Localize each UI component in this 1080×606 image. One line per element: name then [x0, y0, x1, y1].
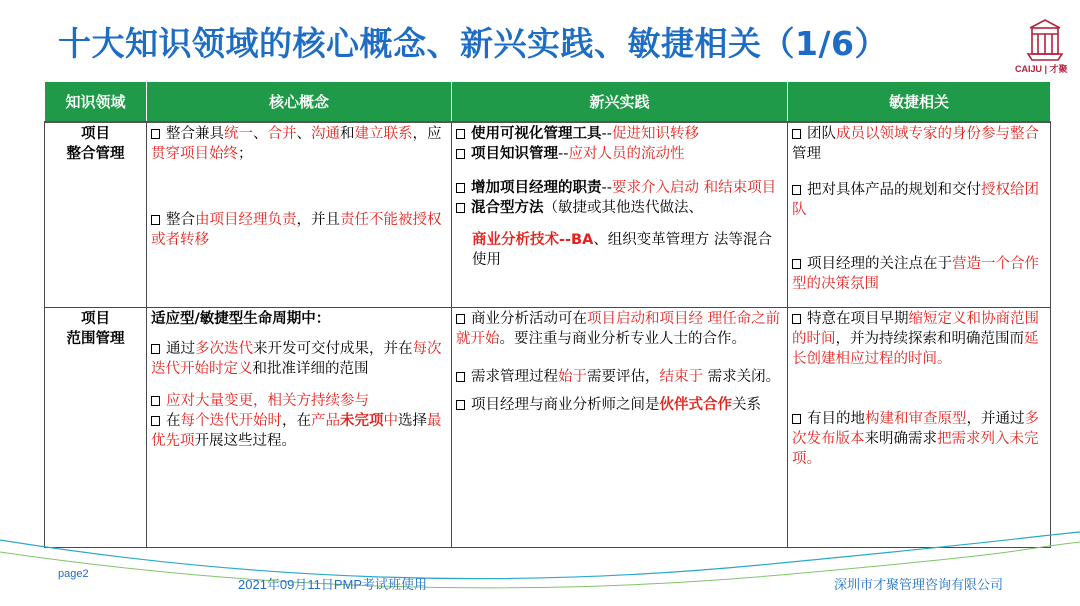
checkbox-bullet-icon	[456, 400, 465, 410]
decorative-curves	[0, 520, 1080, 606]
text-run: --	[601, 180, 612, 196]
page-number: page2	[58, 568, 89, 580]
text-run: 延长创建相应过程的时间。	[792, 330, 1039, 367]
text-run: 贯穿项目始终	[151, 146, 238, 162]
text-run: 开展这些过程。	[194, 432, 296, 449]
checkbox-bullet-icon	[151, 416, 160, 426]
text-run: 项目启动和项目经 理任命之前就开始	[456, 310, 781, 347]
bullet-item	[456, 198, 783, 218]
text-run: 关系	[732, 396, 761, 413]
bullet-item	[456, 309, 783, 349]
text-run: 应对人员的流动性	[568, 146, 685, 162]
table-row	[45, 307, 1051, 547]
bullet-item	[792, 409, 1046, 469]
text-run: 每次迭代开始时定义	[151, 340, 442, 377]
header-emerging: 新兴实践	[452, 82, 788, 123]
bullet-item	[456, 178, 783, 198]
text-run: 管理	[792, 146, 821, 162]
text-run: ，在	[282, 412, 311, 429]
checkbox-bullet-icon	[456, 183, 465, 193]
emerging-cell	[452, 122, 788, 307]
bullet-item	[456, 144, 783, 164]
text-run: 项目知识管理	[471, 146, 558, 162]
text-run: 产品	[311, 412, 340, 429]
text-run: （敏捷或其他迭代做法、	[543, 200, 703, 216]
text-run: 把对具体产品的规划和交付	[807, 182, 981, 198]
text-run: 统一	[224, 126, 253, 142]
text-run: 应对大量变更，相关方持续参与	[166, 392, 369, 409]
text-run: 把需求列入未完项。	[792, 430, 1039, 467]
bullet-item	[151, 124, 447, 164]
text-run: 通过	[166, 340, 195, 357]
bullet-item	[792, 180, 1046, 220]
cell-heading: 适应型/敏捷型生命周期中：	[151, 310, 331, 327]
continuation-text	[456, 230, 783, 270]
checkbox-bullet-icon	[456, 314, 465, 324]
bullet-item	[456, 367, 783, 387]
checkbox-bullet-icon	[456, 129, 465, 139]
text-run: 在	[166, 412, 181, 429]
header-core: 核心概念	[147, 82, 452, 123]
text-run: 每个迭代开始时	[180, 412, 282, 429]
text-run: 商业分析活动可在	[471, 310, 587, 327]
checkbox-bullet-icon	[151, 396, 160, 406]
footer-company: 深圳市才聚管理咨询有限公司	[834, 577, 1004, 592]
area-cell	[45, 307, 147, 547]
core-cell	[147, 122, 452, 307]
bullet-item	[456, 395, 783, 415]
emerging-cell	[452, 307, 788, 547]
bullet-item	[151, 391, 447, 411]
text-run: 、	[296, 126, 311, 142]
text-run: 需求关闭。	[703, 368, 781, 385]
page-title: 十大知识领域的核心概念、新兴实践、敏捷相关（1/6）	[58, 24, 888, 63]
checkbox-bullet-icon	[456, 372, 465, 382]
text-run: 使用可视化管理工具	[471, 126, 602, 142]
text-run: 由项目经理负责	[195, 212, 297, 228]
bullet-item	[151, 339, 447, 379]
area-label-line1: 项目	[81, 126, 110, 142]
text-run: ，并为持续探索和明确范围而	[835, 330, 1024, 347]
text-run: ；	[238, 146, 253, 162]
text-run: 缩短定义和协商范围的时间	[792, 310, 1039, 347]
table-row	[45, 122, 1051, 307]
checkbox-bullet-icon	[456, 149, 465, 159]
text-run: 和	[340, 126, 355, 142]
area-label-line2: 范围管理	[66, 330, 125, 347]
text-run: ，并且	[296, 212, 340, 228]
agile-cell	[788, 122, 1051, 307]
text-run: 来开发可交付成果，并在	[253, 340, 413, 357]
text-run: 未完项	[340, 412, 384, 429]
text-run: 最优先项	[151, 412, 442, 449]
checkbox-bullet-icon	[792, 185, 801, 195]
bullet-item	[151, 411, 447, 451]
text-run: 商业分析技术--BA	[472, 232, 594, 248]
text-run: 责任不能被授权或者转移	[151, 212, 442, 248]
checkbox-bullet-icon	[151, 129, 160, 139]
text-run: ，并通过	[966, 410, 1025, 427]
text-run: 始于	[558, 368, 587, 385]
text-run: 中	[383, 412, 398, 429]
text-run: 来明确需求	[864, 430, 937, 447]
text-run: 需要评估，	[587, 368, 660, 385]
text-run: 建立联系	[354, 126, 413, 142]
logo-text: CAIJU | 才聚	[1015, 64, 1068, 74]
text-run: 特意在项目早期	[807, 310, 909, 327]
area-cell	[45, 122, 147, 307]
text-run: 整合	[166, 212, 195, 228]
text-run: 成员以领域专家的身份参与整合	[836, 126, 1039, 142]
checkbox-bullet-icon	[792, 414, 801, 424]
checkbox-bullet-icon	[792, 129, 801, 139]
text-run: 合并	[267, 126, 297, 142]
text-run: 、	[253, 126, 268, 142]
text-run: 伙伴式合作	[659, 396, 732, 413]
text-run: 营造一个合作型的决策氛围	[792, 256, 1039, 292]
text-run: ，应	[412, 126, 442, 142]
bullet-item	[792, 309, 1046, 369]
text-run: 和批准详细的范围	[252, 360, 369, 377]
knowledge-table	[44, 81, 1051, 548]
text-run: --	[601, 126, 612, 142]
text-run: 整合兼具	[166, 126, 224, 142]
table-header-row	[45, 82, 1051, 123]
text-run: 需求管理过程	[471, 368, 558, 385]
checkbox-bullet-icon	[792, 259, 801, 269]
text-run: 有目的地	[807, 410, 865, 427]
text-run: 授权给团队	[792, 182, 1039, 218]
text-run: 项目经理与商业分析师之间是	[471, 396, 660, 413]
bullet-item	[151, 210, 447, 250]
area-label-line2: 整合管理	[66, 146, 125, 162]
core-cell	[147, 307, 452, 547]
text-run: 多次迭代	[195, 340, 253, 357]
bullet-item	[456, 124, 783, 144]
text-run: 。要注重与商业分析专业人士的合作。	[499, 330, 746, 347]
text-run: 要求介入启动 和结束项目	[611, 180, 777, 196]
text-run: 促进知识转移	[611, 126, 699, 142]
text-run: 多次发布版本	[792, 410, 1039, 447]
text-run: 混合型方法	[471, 200, 544, 216]
text-run: 结束于	[659, 368, 703, 385]
checkbox-bullet-icon	[792, 314, 801, 324]
header-area: 知识领域	[45, 82, 147, 123]
bullet-item	[792, 124, 1046, 164]
checkbox-bullet-icon	[151, 344, 160, 354]
bullet-item	[792, 254, 1046, 294]
area-label-line1: 项目	[81, 310, 110, 327]
agile-cell	[788, 307, 1051, 547]
text-run: 、组织变革管理方 法等混合使用	[472, 232, 772, 268]
text-run: 增加项目经理的职责	[471, 180, 602, 196]
text-run: 选择	[398, 412, 427, 429]
header-agile: 敏捷相关	[788, 82, 1051, 123]
text-run: 团队	[807, 126, 836, 142]
text-run: 构建和审查原型	[865, 410, 967, 427]
checkbox-bullet-icon	[151, 215, 160, 225]
checkbox-bullet-icon	[456, 203, 465, 213]
text-run: 项目经理的关注点在于	[807, 256, 952, 272]
text-run: 沟通	[311, 126, 340, 142]
text-run: --	[558, 146, 569, 162]
footer-date-note: 2021年09月11日PMP考试班使用	[238, 577, 428, 592]
